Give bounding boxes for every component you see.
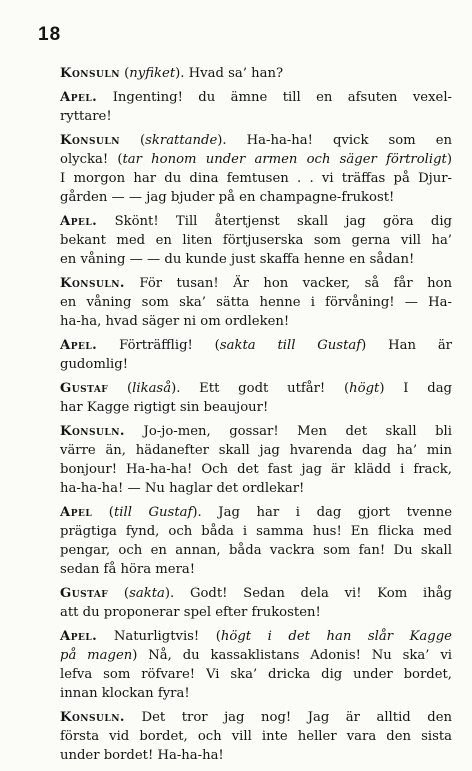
dialogue-text: första vid bordet, och vill inte heller vara den sista [60, 729, 452, 744]
dialogue-text: att du proponerar spel efter frukosten! [60, 605, 321, 620]
dialogue-text: Förträfflig! ( [97, 338, 220, 353]
text-line [60, 522, 452, 541]
stage-direction: nyfiket [129, 66, 176, 81]
text-line [60, 88, 452, 107]
dialogue-text: ( [108, 586, 130, 601]
dialogue-paragraph [60, 274, 452, 331]
dialogue-text: Ingenting! du ämne till en afsuten vexel- [97, 90, 452, 105]
dialogue-text: pengar, och en annan, båda vackra som fan! Du skall [60, 543, 452, 558]
dialogue-text: bonjour! Ha-ha-ha! Och det fast jag är klädd i frack, [60, 462, 452, 477]
text-line [60, 169, 452, 188]
dialogue-paragraph [60, 88, 452, 126]
text-line [60, 603, 452, 622]
text-line [60, 584, 452, 603]
dialogue-text: ( [119, 133, 146, 148]
text-line [60, 64, 452, 83]
dialogue-text: ( [92, 505, 114, 520]
dialogue-paragraph [60, 503, 452, 579]
dialogue-text: värre än, hädanefter skall jag hvarenda dag ha’ min [60, 443, 452, 458]
stage-direction: till Gustaf [113, 505, 193, 520]
dialogue-text: under bordet! Ha-ha-ha! [60, 748, 224, 763]
dialogue-paragraph [60, 422, 452, 498]
text-line [60, 727, 452, 746]
text-line [60, 107, 452, 126]
speaker-name: Konsuln. [60, 424, 126, 439]
dialogue-paragraph [60, 627, 452, 703]
text-line [60, 293, 452, 312]
dialogue-text: ). Godt! Sedan dela vi! Kom ihåg [164, 586, 452, 601]
stage-direction: sakta till Gustaf [219, 338, 362, 353]
dialogue-paragraph [60, 336, 452, 374]
dialogue-text: gården — — jag bjuder på en champagne-frukost! [60, 190, 395, 205]
text-line [60, 150, 452, 169]
dialogue-text: Det tror jag nog! Jag är alltid den [125, 710, 452, 725]
stage-direction: på magen [60, 648, 133, 663]
stage-direction: högt [349, 381, 380, 396]
dialogue-text: prägtiga fynd, och båda i samma hus! En flicka med [60, 524, 452, 539]
page-number: 18 [38, 24, 62, 45]
text-line [60, 422, 452, 441]
dialogue-text: har Kagge rigtigt sin beaujour! [60, 400, 269, 415]
dialogue-text: ( [119, 66, 130, 81]
text-line [60, 274, 452, 293]
speaker-name: Gustaf [60, 381, 109, 396]
dialogue-paragraph [60, 131, 452, 207]
text-line [60, 746, 452, 765]
text-line [60, 312, 452, 331]
dialogue-text: ). Ha-ha-ha! qvick som en [217, 133, 453, 148]
stage-direction: skrattande [145, 133, 218, 148]
text-line [60, 541, 452, 560]
dialogue-paragraph [60, 212, 452, 269]
dialogue-text: bekant med en liten förtjuserska som gerna vill ha’ [60, 233, 452, 248]
dialogue-text: ha-ha-ha! — Nu haglar det ordlekar! [60, 481, 305, 496]
text-line [60, 131, 452, 150]
speaker-name: Apel. [60, 338, 98, 353]
dialogue-text: sedan få höra mera! [60, 562, 196, 577]
text-line [60, 188, 452, 207]
dialogue-text: För tusan! Är hon vacker, så får hon [125, 276, 452, 291]
dialogue-text: ) [446, 152, 453, 167]
dialogue-text: gudomlig! [60, 357, 128, 372]
text-line [60, 441, 452, 460]
dialogue-paragraph [60, 708, 452, 765]
dialogue-text: lefva som röfvare! Vi ska’ dricka dig under bordet, [60, 667, 452, 682]
dialogue-text: en våning — — du kunde just skaffa henne en sådan! [60, 252, 415, 267]
dialogue-text: ) Nå, du kassaklistans Adonis! Nu ska’ vi [132, 648, 452, 663]
text-line [60, 460, 452, 479]
dialogue-text: ) I dag [379, 381, 453, 396]
text-line [60, 231, 452, 250]
text-line [60, 503, 452, 522]
dialogue-text: I morgon har du dina femtusen . . vi träffas på Djur- [60, 171, 452, 186]
text-line [60, 646, 452, 665]
dialogue-text: Skönt! Till återtjenst skall jag göra dig [97, 214, 452, 229]
speaker-name: Apel. [60, 90, 98, 105]
play-dialogue [60, 64, 452, 770]
dialogue-text: ). Jag har i dag gjort tvenne [192, 505, 452, 520]
dialogue-text: en våning som ska’ sätta henne i förvåning! — Ha- [60, 295, 452, 310]
stage-direction: sakta [129, 586, 165, 601]
text-line [60, 684, 452, 703]
text-line [60, 560, 452, 579]
speaker-name: Konsuln [60, 66, 120, 81]
text-line [60, 479, 452, 498]
dialogue-text: ha-ha, hvad säger ni om ordleken! [60, 314, 290, 329]
dialogue-text: ). Hvad sa’ han? [175, 66, 284, 81]
dialogue-paragraph [60, 64, 452, 83]
text-line [60, 665, 452, 684]
stage-direction: högt i det han slår Kagge [220, 629, 452, 644]
text-line [60, 398, 452, 417]
speaker-name: Konsuln. [60, 276, 126, 291]
dialogue-text: ( [108, 381, 133, 396]
dialogue-text: olycka! ( [60, 152, 123, 167]
dialogue-paragraph [60, 379, 452, 417]
speaker-name: Apel [60, 505, 93, 520]
text-line [60, 708, 452, 727]
dialogue-text: Naturligtvis! ( [97, 629, 221, 644]
stage-direction: likaså [132, 381, 172, 396]
text-line [60, 355, 452, 374]
dialogue-text: ) Han är [361, 338, 452, 353]
speaker-name: Konsuln [60, 133, 120, 148]
text-line [60, 379, 452, 398]
speaker-name: Konsuln. [60, 710, 126, 725]
dialogue-text: Jo-jo-men, gossar! Men det skall bli [125, 424, 452, 439]
text-line [60, 627, 452, 646]
text-line [60, 250, 452, 269]
speaker-name: Gustaf [60, 586, 109, 601]
dialogue-text: innan klockan fyra! [60, 686, 190, 701]
stage-direction: tar honom under armen och säger förtroligt [122, 152, 447, 167]
text-line [60, 212, 452, 231]
speaker-name: Apel. [60, 214, 98, 229]
text-line [60, 336, 452, 355]
dialogue-text: ryttare! [60, 109, 112, 124]
dialogue-paragraph [60, 584, 452, 622]
dialogue-text: ). Ett godt utfår! ( [171, 381, 350, 396]
speaker-name: Apel. [60, 629, 98, 644]
